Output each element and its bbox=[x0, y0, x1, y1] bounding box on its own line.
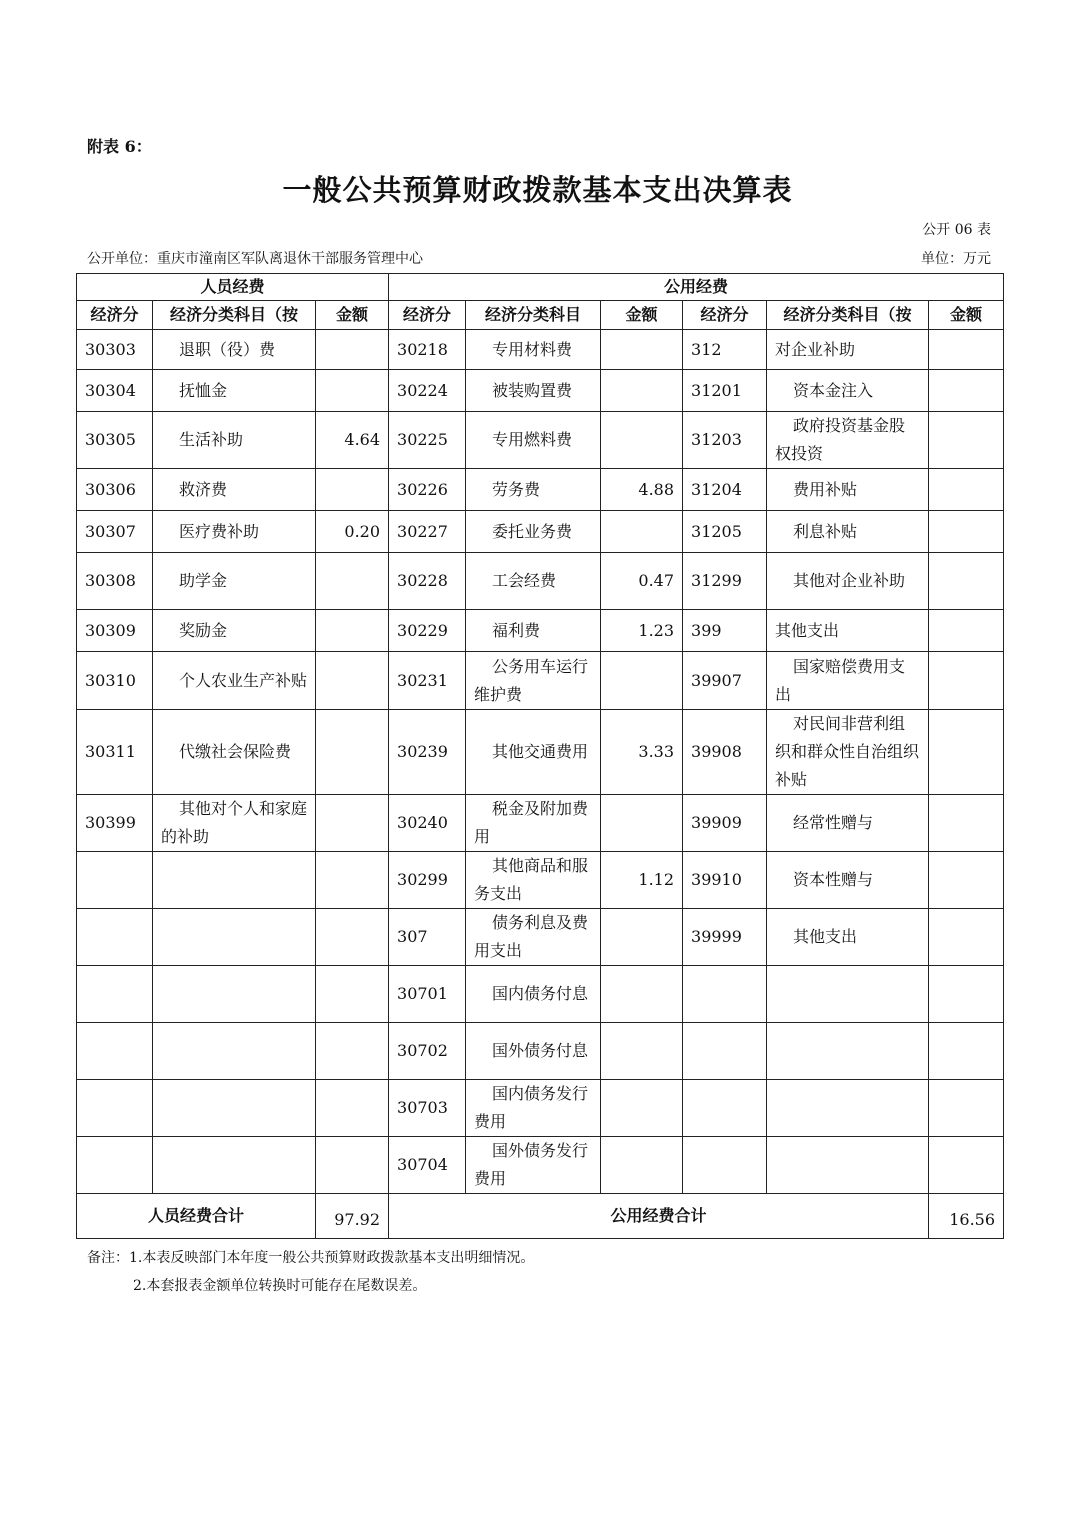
economic-code bbox=[683, 1137, 767, 1194]
item-name-text: 公务用车运行维护费 bbox=[474, 656, 589, 704]
economic-code bbox=[77, 1080, 153, 1137]
item-name-text: 国外债务付息 bbox=[492, 1041, 589, 1060]
economic-code bbox=[77, 852, 153, 909]
economic-code: 30303 bbox=[77, 330, 153, 370]
economic-item-name bbox=[466, 1080, 601, 1137]
economic-code: 30225 bbox=[389, 412, 466, 469]
economic-item-name bbox=[767, 553, 929, 610]
item-name-text: 专用材料费 bbox=[492, 339, 573, 359]
economic-item-name bbox=[466, 330, 601, 370]
col-amount-1: 金额 bbox=[316, 301, 389, 330]
amount bbox=[929, 710, 1004, 795]
economic-item-name bbox=[767, 966, 929, 1023]
economic-code: 30231 bbox=[389, 652, 466, 710]
item-name-text: 生活补助 bbox=[179, 430, 244, 449]
economic-code bbox=[77, 909, 153, 966]
table-row bbox=[77, 966, 1004, 1023]
amount bbox=[929, 852, 1004, 909]
table-row bbox=[77, 330, 1004, 370]
item-name-text: 国家赔偿费用支出 bbox=[775, 656, 906, 704]
table-row bbox=[77, 469, 1004, 511]
economic-code: 39907 bbox=[683, 652, 767, 710]
amount bbox=[929, 469, 1004, 511]
amount bbox=[601, 370, 683, 412]
amount bbox=[601, 1137, 683, 1194]
economic-item-name bbox=[153, 610, 316, 652]
amount bbox=[601, 1080, 683, 1137]
economic-item-name bbox=[767, 370, 929, 412]
amount bbox=[929, 412, 1004, 469]
amount bbox=[929, 330, 1004, 370]
amount bbox=[601, 652, 683, 710]
item-name-text: 工会经费 bbox=[492, 571, 557, 590]
item-name-text: 利息补贴 bbox=[793, 521, 858, 541]
item-name-text: 奖励金 bbox=[179, 620, 228, 640]
economic-code: 30228 bbox=[389, 553, 466, 610]
item-name-text: 劳务费 bbox=[492, 479, 541, 499]
expenditure-table bbox=[76, 273, 1004, 1239]
economic-code: 30307 bbox=[77, 511, 153, 553]
amount bbox=[929, 511, 1004, 553]
economic-item-name bbox=[767, 610, 929, 652]
amount: 1.23 bbox=[601, 610, 683, 652]
public-group-header: 公用经费 bbox=[389, 274, 1004, 301]
economic-item-name bbox=[466, 469, 601, 511]
item-name-text: 费用补贴 bbox=[793, 479, 858, 499]
group-header-row bbox=[77, 274, 1004, 301]
notes bbox=[87, 1244, 534, 1300]
economic-code: 31203 bbox=[683, 412, 767, 469]
economic-code: 30227 bbox=[389, 511, 466, 553]
amount bbox=[601, 909, 683, 966]
page-title: 一般公共预算财政拨款基本支出决算表 bbox=[282, 173, 793, 207]
amount bbox=[929, 610, 1004, 652]
item-name-text: 资本金注入 bbox=[793, 380, 874, 400]
table-row bbox=[77, 610, 1004, 652]
amount bbox=[316, 553, 389, 610]
economic-item-name bbox=[767, 652, 929, 710]
public-total-amount: 16.56 bbox=[929, 1194, 1004, 1239]
economic-code: 30309 bbox=[77, 610, 153, 652]
economic-item-name bbox=[153, 710, 316, 795]
table-row bbox=[77, 370, 1004, 412]
amount bbox=[316, 652, 389, 710]
item-name-text: 福利费 bbox=[492, 620, 541, 640]
amount bbox=[601, 966, 683, 1023]
item-name-text: 国外债务发行费用 bbox=[474, 1141, 589, 1188]
col-code-2: 经济分 bbox=[389, 301, 466, 330]
amount bbox=[929, 652, 1004, 710]
amount: 1.12 bbox=[601, 852, 683, 909]
amount bbox=[929, 966, 1004, 1023]
economic-code bbox=[683, 1023, 767, 1080]
economic-item-name bbox=[767, 852, 929, 909]
item-name-text: 专用燃料费 bbox=[492, 430, 573, 449]
amount bbox=[601, 330, 683, 370]
item-name-text: 个人农业生产补贴 bbox=[179, 670, 308, 690]
economic-code: 30702 bbox=[389, 1023, 466, 1080]
item-name-text: 其他对企业补助 bbox=[793, 571, 906, 590]
economic-code bbox=[683, 1080, 767, 1137]
note-line-2: 2.本套报表金额单位转换时可能存在尾数误差。 bbox=[133, 1278, 427, 1294]
amount bbox=[929, 909, 1004, 966]
item-name-text: 国内债务发行费用 bbox=[474, 1084, 589, 1131]
table-row bbox=[77, 909, 1004, 966]
economic-item-name bbox=[466, 852, 601, 909]
totals-row bbox=[77, 1194, 1004, 1239]
amount bbox=[929, 1080, 1004, 1137]
economic-item-name bbox=[767, 412, 929, 469]
personnel-group-header: 人员经费 bbox=[77, 274, 389, 301]
economic-item-name bbox=[466, 909, 601, 966]
amount bbox=[316, 610, 389, 652]
economic-item-name bbox=[466, 1023, 601, 1080]
economic-item-name bbox=[466, 370, 601, 412]
economic-item-name bbox=[767, 909, 929, 966]
col-amount-3: 金额 bbox=[929, 301, 1004, 330]
amount bbox=[316, 330, 389, 370]
economic-item-name bbox=[153, 330, 316, 370]
table-code: 公开 06 表 bbox=[922, 222, 991, 238]
economic-item-name bbox=[153, 370, 316, 412]
table-row bbox=[77, 652, 1004, 710]
amount bbox=[316, 966, 389, 1023]
economic-code: 30399 bbox=[77, 795, 153, 852]
economic-item-name bbox=[153, 1137, 316, 1194]
economic-code: 30229 bbox=[389, 610, 466, 652]
amount bbox=[929, 795, 1004, 852]
column-header-row bbox=[77, 301, 1004, 330]
table-row bbox=[77, 795, 1004, 852]
economic-item-name bbox=[153, 795, 316, 852]
economic-code: 39999 bbox=[683, 909, 767, 966]
economic-item-name bbox=[767, 1080, 929, 1137]
economic-code: 39910 bbox=[683, 852, 767, 909]
economic-code: 39908 bbox=[683, 710, 767, 795]
item-name-text: 资本性赠与 bbox=[793, 870, 874, 889]
economic-code: 30704 bbox=[389, 1137, 466, 1194]
economic-item-name bbox=[153, 412, 316, 469]
table-row bbox=[77, 511, 1004, 553]
amount bbox=[316, 469, 389, 511]
item-name-text: 救济费 bbox=[179, 479, 228, 499]
item-name-text: 退职（役）费 bbox=[179, 339, 276, 359]
attachment-label: 附表 6： bbox=[87, 137, 152, 156]
economic-item-name bbox=[153, 652, 316, 710]
amount bbox=[601, 412, 683, 469]
economic-item-name bbox=[153, 511, 316, 553]
amount bbox=[601, 795, 683, 852]
table-row bbox=[77, 852, 1004, 909]
item-name-text: 其他交通费用 bbox=[492, 742, 589, 761]
amount bbox=[316, 1023, 389, 1080]
table-row bbox=[77, 710, 1004, 795]
economic-item-name bbox=[466, 966, 601, 1023]
economic-code: 30308 bbox=[77, 553, 153, 610]
col-amount-2: 金额 bbox=[601, 301, 683, 330]
economic-item-name bbox=[767, 795, 929, 852]
economic-code: 30239 bbox=[389, 710, 466, 795]
economic-item-name bbox=[153, 909, 316, 966]
amount: 0.20 bbox=[316, 511, 389, 553]
personnel-total-label: 人员经费合计 bbox=[77, 1194, 316, 1239]
economic-code: 399 bbox=[683, 610, 767, 652]
personnel-total-amount: 97.92 bbox=[316, 1194, 389, 1239]
item-name-text: 助学金 bbox=[179, 571, 228, 590]
amount bbox=[316, 1080, 389, 1137]
table-row bbox=[77, 412, 1004, 469]
col-name-3: 经济分类科目（按 bbox=[767, 301, 929, 330]
economic-code bbox=[77, 1023, 153, 1080]
economic-item-name bbox=[466, 1137, 601, 1194]
amount bbox=[316, 909, 389, 966]
economic-item-name bbox=[466, 610, 601, 652]
economic-code bbox=[683, 966, 767, 1023]
economic-code: 30304 bbox=[77, 370, 153, 412]
item-name-text: 被装购置费 bbox=[492, 380, 573, 400]
economic-code: 30306 bbox=[77, 469, 153, 511]
economic-item-name bbox=[767, 710, 929, 795]
col-name-2: 经济分类科目 bbox=[466, 301, 601, 330]
item-name-text: 债务利息及费用支出 bbox=[474, 913, 589, 960]
amount: 0.47 bbox=[601, 553, 683, 610]
reporting-unit: 公开单位：重庆市潼南区军队离退休干部服务管理中心 bbox=[87, 251, 423, 267]
item-name-text: 其他支出 bbox=[775, 620, 840, 640]
item-name-text: 代缴社会保险费 bbox=[179, 742, 292, 761]
economic-item-name bbox=[153, 553, 316, 610]
item-name-text: 其他商品和服务支出 bbox=[474, 856, 589, 903]
item-name-text: 对企业补助 bbox=[775, 339, 856, 359]
economic-code: 30701 bbox=[389, 966, 466, 1023]
economic-code: 39909 bbox=[683, 795, 767, 852]
item-name-text: 对民间非营利组织和群众性自治组织补贴 bbox=[775, 714, 920, 789]
economic-code: 30703 bbox=[389, 1080, 466, 1137]
economic-code: 312 bbox=[683, 330, 767, 370]
col-name-1: 经济分类科目（按 bbox=[153, 301, 316, 330]
amount bbox=[929, 370, 1004, 412]
amount bbox=[601, 511, 683, 553]
economic-code: 30311 bbox=[77, 710, 153, 795]
col-code-1: 经济分 bbox=[77, 301, 153, 330]
economic-code: 30240 bbox=[389, 795, 466, 852]
item-name-text: 抚恤金 bbox=[179, 380, 228, 400]
amount bbox=[316, 710, 389, 795]
item-name-text: 国内债务付息 bbox=[492, 984, 589, 1003]
economic-item-name bbox=[153, 966, 316, 1023]
economic-code: 31299 bbox=[683, 553, 767, 610]
economic-code bbox=[77, 1137, 153, 1194]
item-name-text: 其他支出 bbox=[793, 927, 858, 946]
amount: 3.33 bbox=[601, 710, 683, 795]
item-name-text: 经常性赠与 bbox=[793, 813, 874, 832]
economic-code: 31204 bbox=[683, 469, 767, 511]
economic-item-name bbox=[767, 1137, 929, 1194]
amount bbox=[929, 1023, 1004, 1080]
table-row bbox=[77, 1023, 1004, 1080]
amount bbox=[929, 553, 1004, 610]
economic-item-name bbox=[767, 469, 929, 511]
table-row bbox=[77, 1137, 1004, 1194]
economic-code: 30299 bbox=[389, 852, 466, 909]
economic-code: 30305 bbox=[77, 412, 153, 469]
col-code-3: 经济分 bbox=[683, 301, 767, 330]
economic-item-name bbox=[466, 795, 601, 852]
amount bbox=[316, 1137, 389, 1194]
economic-code: 307 bbox=[389, 909, 466, 966]
table-body bbox=[77, 330, 1004, 1194]
economic-item-name bbox=[153, 852, 316, 909]
public-total-label: 公用经费合计 bbox=[389, 1194, 929, 1239]
economic-item-name bbox=[153, 469, 316, 511]
amount: 4.88 bbox=[601, 469, 683, 511]
economic-code: 30218 bbox=[389, 330, 466, 370]
economic-item-name bbox=[767, 330, 929, 370]
item-name-text: 税金及附加费用 bbox=[474, 799, 589, 846]
table-row bbox=[77, 1080, 1004, 1137]
amount bbox=[316, 795, 389, 852]
amount bbox=[316, 370, 389, 412]
economic-item-name bbox=[153, 1023, 316, 1080]
item-name-text: 委托业务费 bbox=[492, 521, 573, 541]
amount bbox=[601, 1023, 683, 1080]
economic-code: 30224 bbox=[389, 370, 466, 412]
economic-code: 31201 bbox=[683, 370, 767, 412]
item-name-text: 其他对个人和家庭的补助 bbox=[161, 799, 308, 846]
economic-code: 31205 bbox=[683, 511, 767, 553]
economic-item-name bbox=[767, 1023, 929, 1080]
economic-item-name bbox=[153, 1080, 316, 1137]
economic-item-name bbox=[466, 511, 601, 553]
economic-item-name bbox=[466, 710, 601, 795]
economic-code bbox=[77, 966, 153, 1023]
economic-item-name bbox=[767, 511, 929, 553]
economic-item-name bbox=[466, 652, 601, 710]
amount bbox=[316, 852, 389, 909]
economic-code: 30310 bbox=[77, 652, 153, 710]
amount bbox=[929, 1137, 1004, 1194]
item-name-text: 医疗费补助 bbox=[179, 521, 260, 541]
item-name-text: 政府投资基金股权投资 bbox=[775, 416, 906, 463]
money-unit: 单位：万元 bbox=[921, 251, 991, 267]
economic-item-name bbox=[466, 553, 601, 610]
table-row bbox=[77, 553, 1004, 610]
economic-item-name bbox=[466, 412, 601, 469]
amount: 4.64 bbox=[316, 412, 389, 469]
note-line-1: 备注：1.本表反映部门本年度一般公共预算财政拨款基本支出明细情况。 bbox=[87, 1250, 535, 1266]
economic-code: 30226 bbox=[389, 469, 466, 511]
